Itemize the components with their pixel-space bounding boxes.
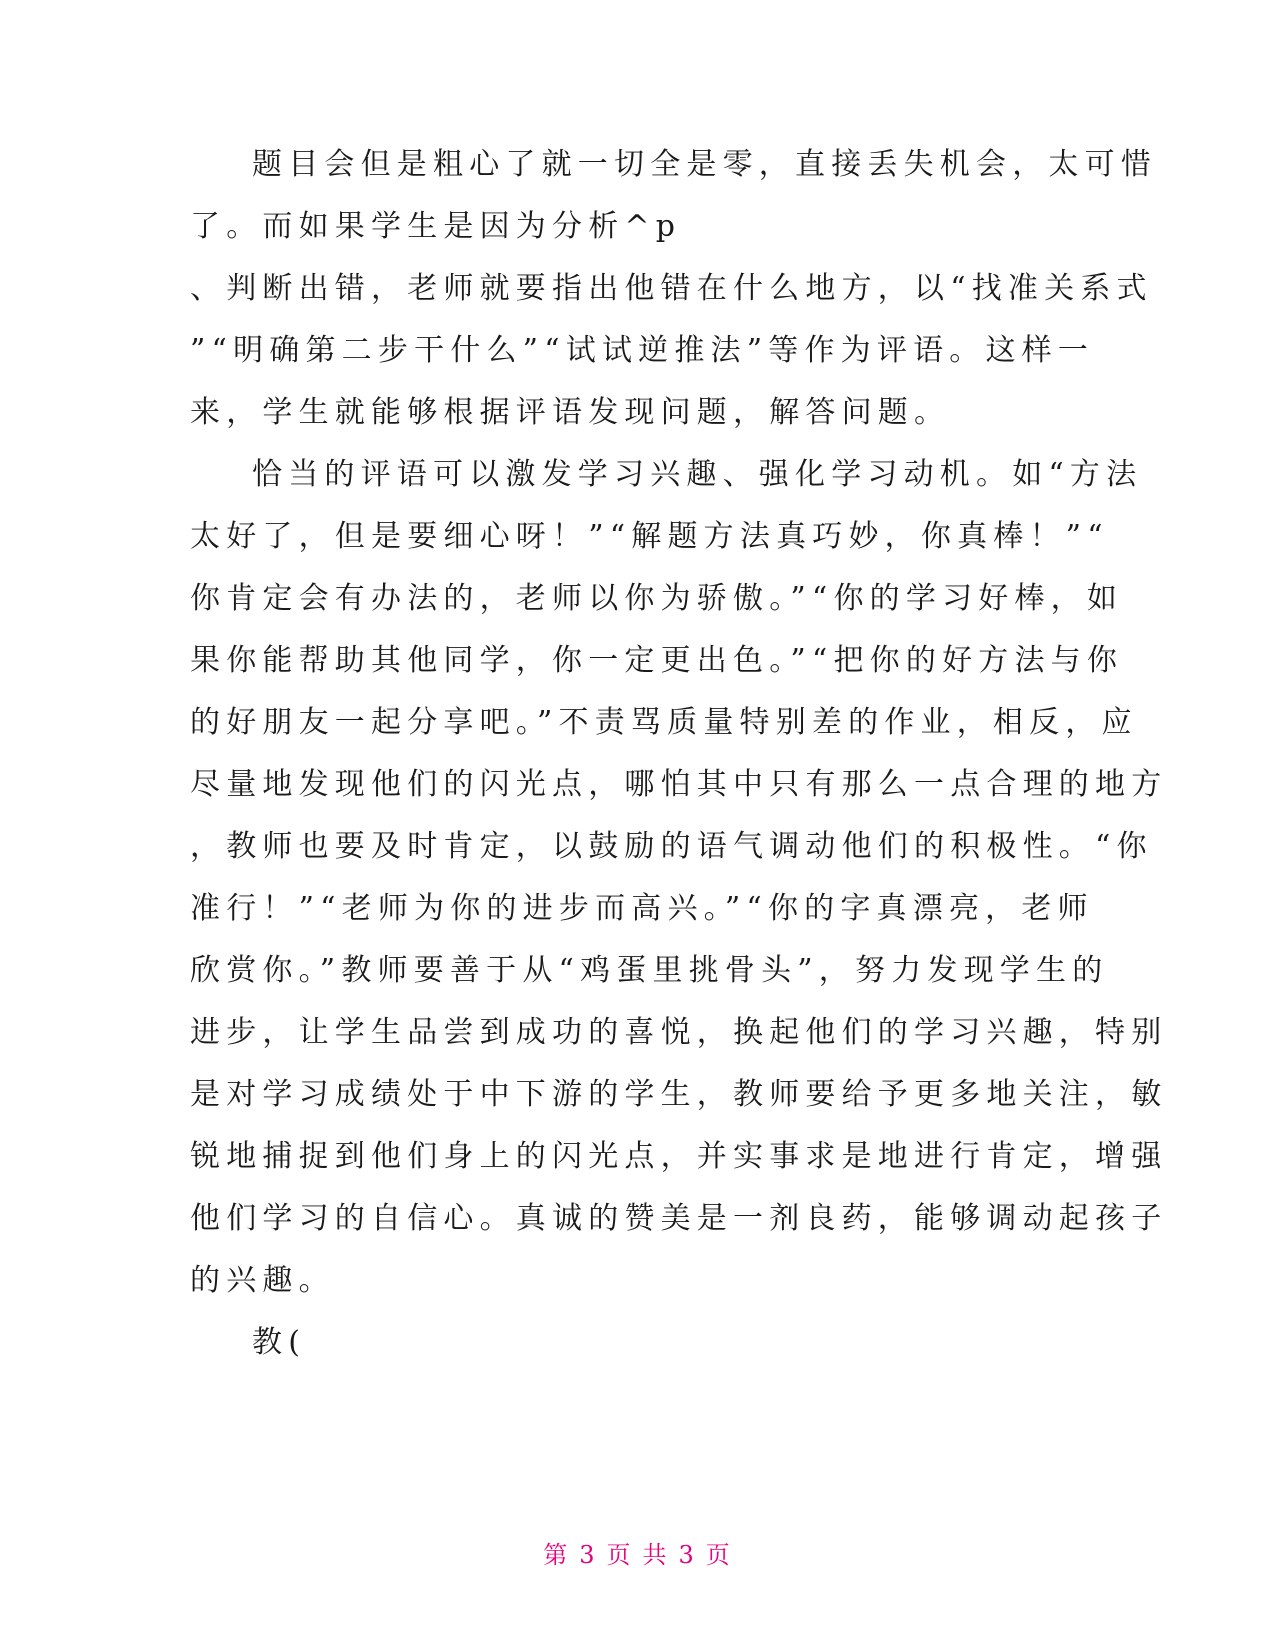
paragraph-line: 教(: [252, 1325, 307, 1360]
paragraph-line: 是对学习成绩处于中下游的学生，教师要给予更多地关注，敏: [190, 1077, 1168, 1112]
paragraph-line: 进步，让学生品尝到成功的喜悦，换起他们的学习兴趣，特别: [190, 1015, 1168, 1050]
paragraph-line: ”“明确第二步干什么”“试试逆推法”等作为评语。这样一: [190, 333, 1095, 368]
paragraph-line: 尽量地发现他们的闪光点，哪怕其中只有那么一点合理的地方: [190, 767, 1168, 802]
footer-current-page: 3: [579, 1541, 597, 1569]
paragraph-line: 太好了，但是要细心呀！”“解题方法真巧妙，你真棒！”“: [190, 519, 1109, 554]
paragraph-line: 的兴趣。: [190, 1263, 335, 1298]
paragraph-line: 果你能帮助其他同学，你一定更出色。”“把你的好方法与你: [190, 643, 1124, 678]
footer-suffix: 页: [705, 1541, 732, 1569]
paragraph-line: 了。而如果学生是因为分析^p: [190, 209, 682, 244]
footer-prefix: 第: [543, 1541, 570, 1569]
paragraph-line: 恰当的评语可以激发学习兴趣、强化学习动机。如“方法: [252, 457, 1143, 492]
paragraph-line: 、判断出错，老师就要指出他错在什么地方，以“找准关系式: [190, 271, 1153, 306]
paragraph-line: 的好朋友一起分享吧。”不责骂质量特别差的作业，相反，应: [190, 705, 1138, 740]
paragraph-line: 他们学习的自信心。真诚的赞美是一剂良药，能够调动起孩子: [190, 1201, 1168, 1236]
footer-total-pages: 3: [678, 1541, 696, 1569]
paragraph-line: 你肯定会有办法的，老师以你为骄傲。”“你的学习好棒，如: [190, 581, 1124, 616]
paragraph-line: 题目会但是粗心了就一切全是零，直接丢失机会，太可惜: [252, 147, 1157, 182]
paragraph-line: 锐地捕捉到他们身上的闪光点，并实事求是地进行肯定，增强: [190, 1139, 1168, 1174]
paragraph-line: 准行！”“老师为你的进步而高兴。”“你的字真漂亮，老师: [190, 891, 1094, 926]
paragraph-line: 来，学生就能够根据评语发现问题，解答问题。: [190, 395, 951, 430]
paragraph-line: ，教师也要及时肯定，以鼓励的语气调动他们的积极性。“你: [190, 829, 1153, 864]
page-footer: [0, 1539, 1275, 1571]
footer-page-word: 页: [606, 1541, 633, 1569]
paragraph-line: 欣赏你。”教师要善于从“鸡蛋里挑骨头”，努力发现学生的: [190, 953, 1109, 988]
footer-total-word: 共: [642, 1541, 669, 1569]
